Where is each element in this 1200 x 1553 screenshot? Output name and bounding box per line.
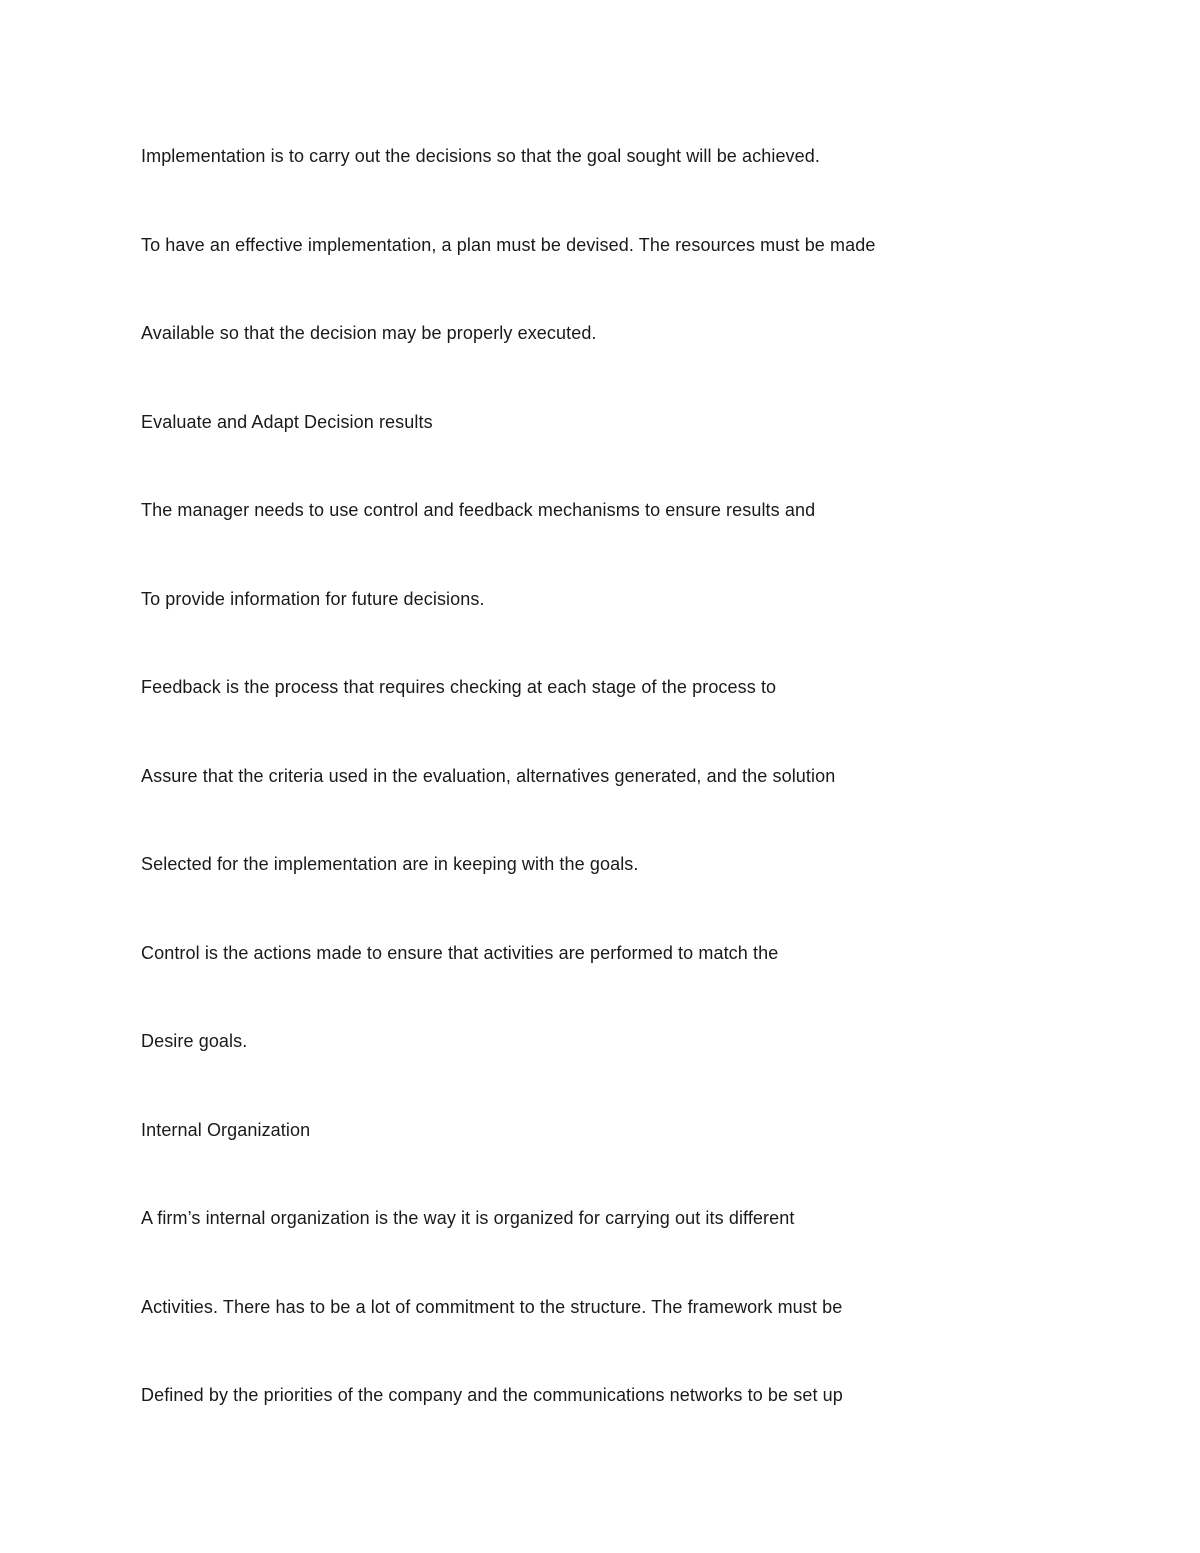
paragraph-line: Defined by the priorities of the company and the communications networks to be set up — [141, 1385, 843, 1405]
paragraph-line: A firm’s internal organization is the way it is organized for carrying out its different — [141, 1208, 795, 1228]
section-heading: Internal Organization — [141, 1119, 311, 1140]
paragraph-line: Available so that the decision may be properly executed. — [141, 323, 597, 343]
paragraph-line: The manager needs to use control and feedback mechanisms to ensure results and — [141, 500, 816, 520]
section-heading: Evaluate and Adapt Decision results — [141, 411, 433, 432]
paragraph-line: Implementation is to carry out the decisions so that the goal sought will be achieved. — [141, 146, 820, 166]
paragraph-line: Feedback is the process that requires checking at each stage of the process to — [141, 677, 777, 697]
paragraph-line: Selected for the implementation are in keeping with the goals. — [141, 854, 639, 874]
paragraph-line: Desire goals. — [141, 1031, 248, 1051]
paragraph-line: To have an effective implementation, a plan must be devised. The resources must be made — [141, 234, 876, 255]
paragraph-line: Control is the actions made to ensure that activities are performed to match the — [141, 942, 779, 963]
paragraph-line: To provide information for future decisions. — [141, 588, 485, 609]
paragraph-line: Assure that the criteria used in the evaluation, alternatives generated, and the solution — [141, 765, 836, 786]
document-body — [141, 141, 1041, 1469]
paragraph-line: Activities. There has to be a lot of commitment to the structure. The framework must be — [141, 1296, 843, 1317]
